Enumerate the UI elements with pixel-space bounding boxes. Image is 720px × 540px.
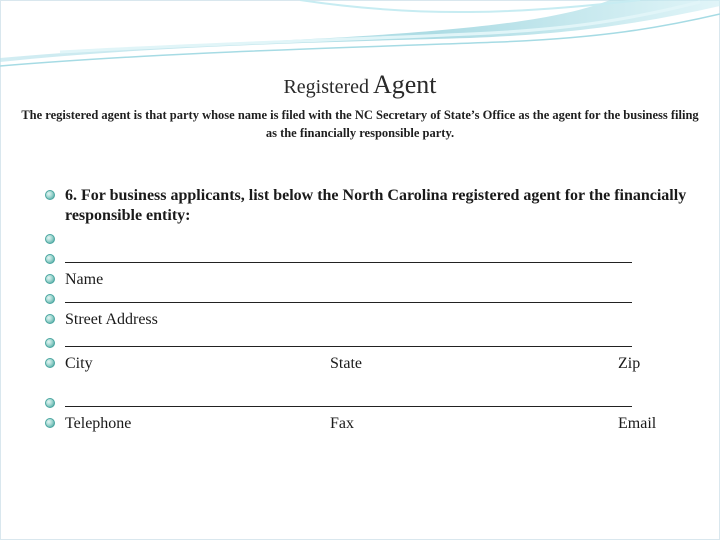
question-item xyxy=(45,186,695,230)
zip-label: Zip xyxy=(618,355,641,372)
street-label: Street Address xyxy=(65,311,158,328)
bullet-icon xyxy=(45,314,55,324)
header-swoosh-decoration xyxy=(0,0,720,80)
bullet-icon xyxy=(45,294,55,304)
bullet-icon xyxy=(45,274,55,284)
bullet-icon xyxy=(45,398,55,408)
intro-text: The registered agent is that party whose name is filed with the NC Secretary of State’s Office as the agent for the business filing as the financially responsible party. xyxy=(21,108,699,140)
street-underline-item xyxy=(45,290,695,310)
contact-label-item xyxy=(45,414,695,434)
name-line xyxy=(65,262,632,263)
blank-item xyxy=(45,230,695,250)
slide-title xyxy=(0,70,720,100)
email-label: Email xyxy=(618,415,657,432)
name-label-item xyxy=(45,270,695,290)
bullet-icon xyxy=(45,358,55,368)
city-underline-item xyxy=(45,334,695,354)
bullet-icon xyxy=(45,254,55,264)
name-label: Name xyxy=(65,271,104,288)
title-part2: Agent xyxy=(372,70,437,99)
state-label: State xyxy=(330,355,362,372)
street-label-item xyxy=(45,310,695,334)
city-line xyxy=(65,346,632,347)
street-line xyxy=(65,302,632,303)
bullet-icon xyxy=(45,234,55,244)
question-text: 6. For business applicants, list below the North Carolina registered agent for the financially responsible entity: xyxy=(65,187,687,224)
contact-underline-item xyxy=(45,394,695,414)
form-list xyxy=(45,186,695,434)
contact-line xyxy=(65,406,632,407)
bullet-icon xyxy=(45,418,55,428)
bullet-icon xyxy=(45,190,55,200)
title-part1: Registered xyxy=(283,76,369,98)
city-label: City xyxy=(65,355,93,372)
name-underline-item xyxy=(45,250,695,270)
bullet-icon xyxy=(45,338,55,348)
telephone-label: Telephone xyxy=(65,415,132,432)
fax-label: Fax xyxy=(330,415,354,432)
city-state-zip-item xyxy=(45,354,695,394)
